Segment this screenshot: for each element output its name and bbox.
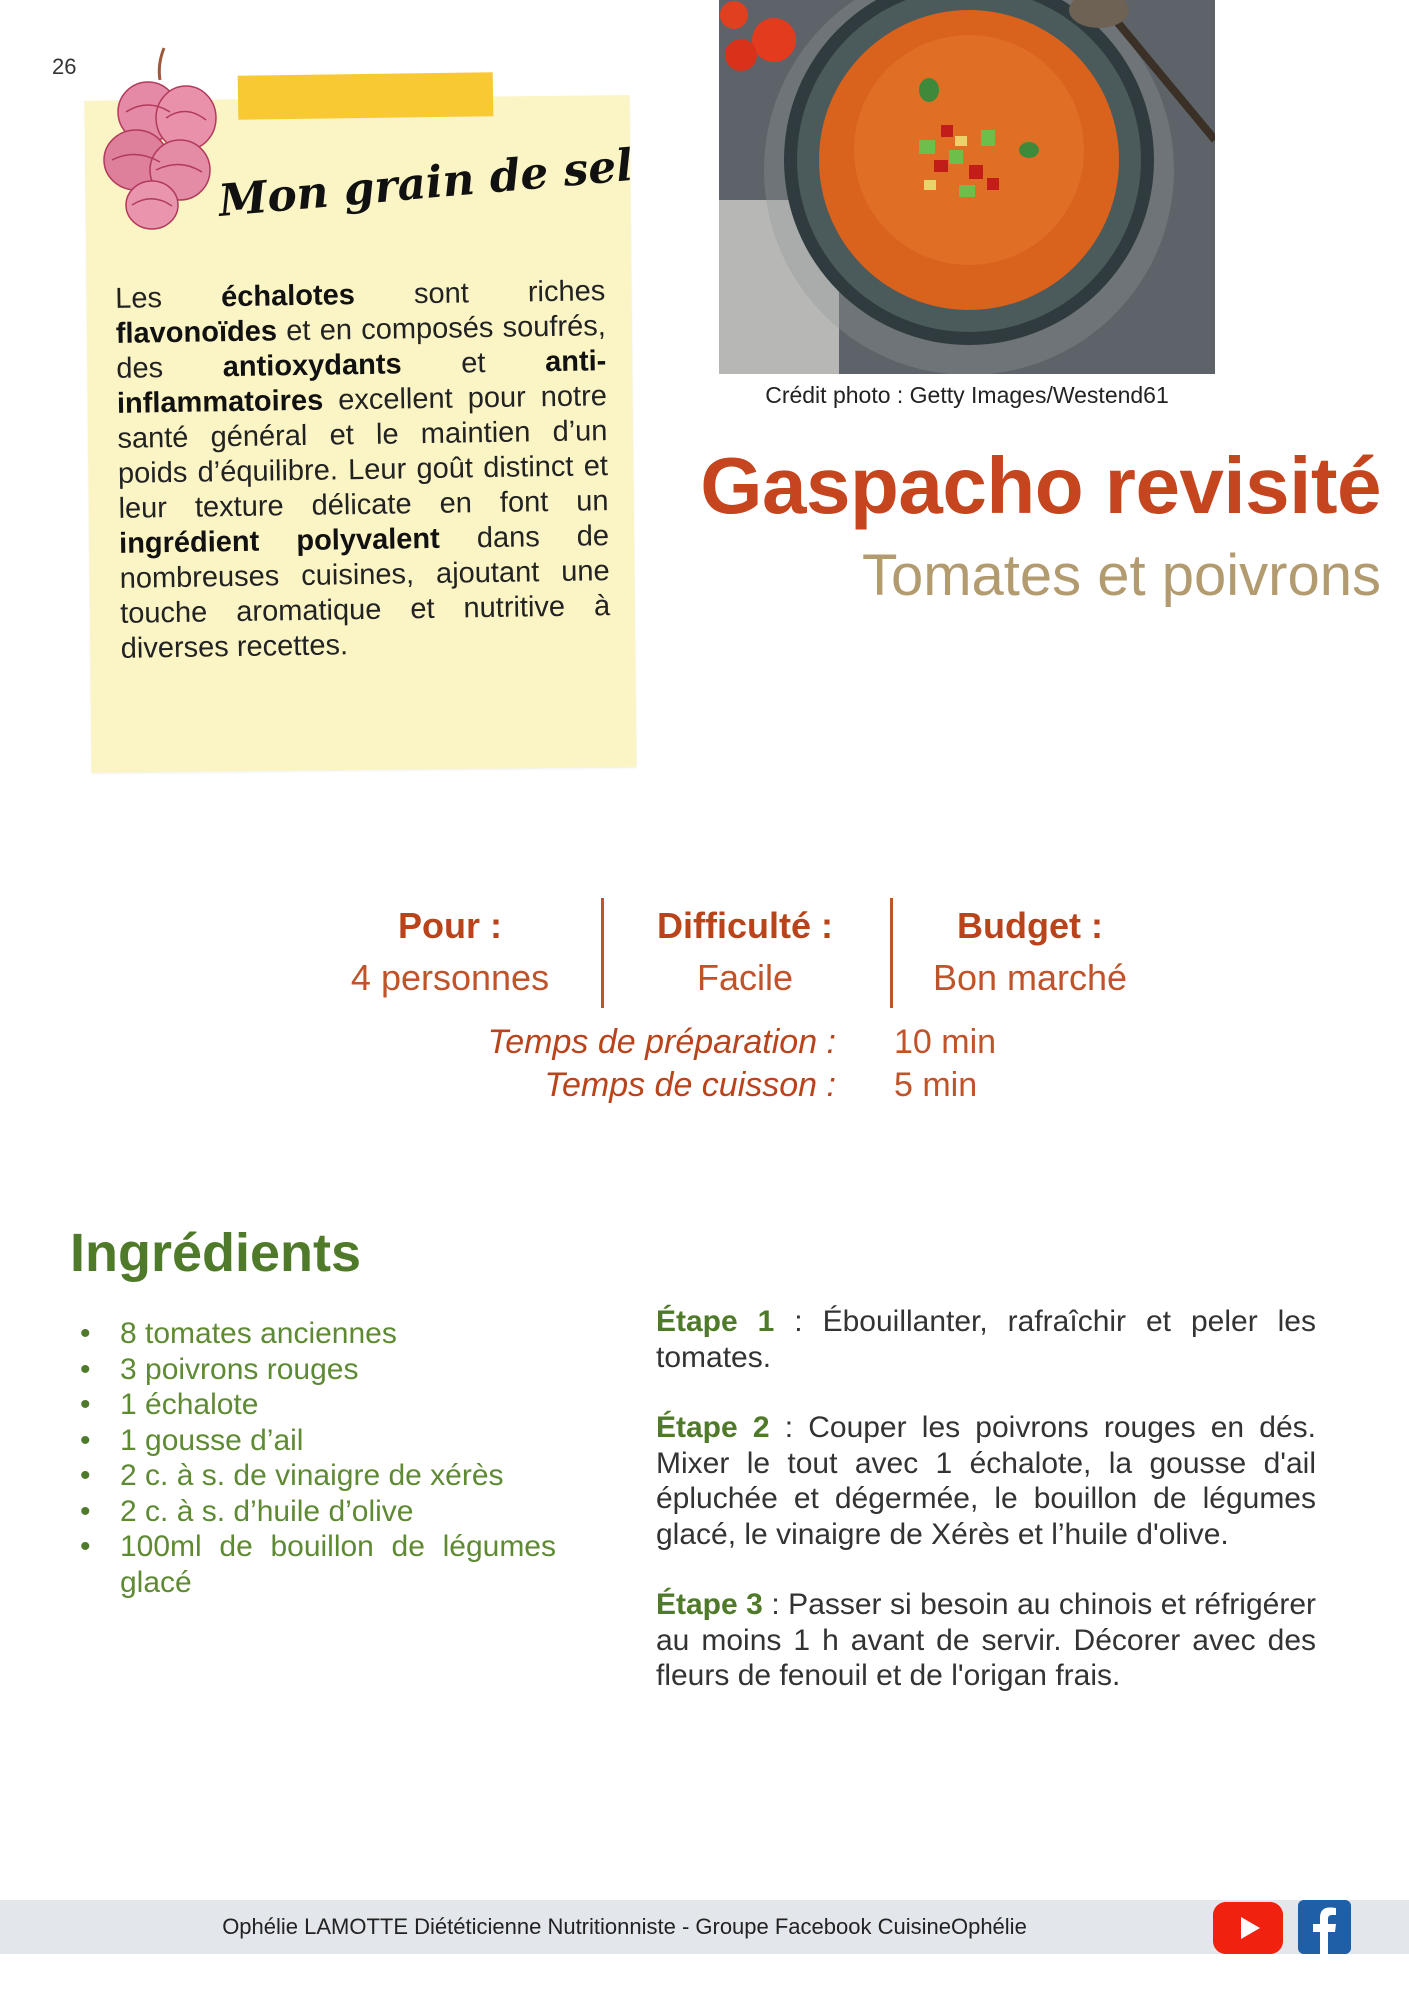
gazpacho-photo: [719, 0, 1215, 374]
step-text: : Ébouillanter, rafraîchir et peler les tomates.: [656, 1305, 1316, 1374]
page-number: 26: [52, 54, 77, 79]
ingredient-item: • 2 c. à s. d’huile d’olive: [80, 1494, 556, 1530]
cook-time-value: 5 min: [894, 1066, 978, 1104]
step-label: Étape 3: [656, 1588, 763, 1621]
ingredient-item: • 2 c. à s. de vinaigre de xérès: [80, 1458, 556, 1494]
steps-section: [656, 1304, 1316, 1729]
youtube-icon[interactable]: [1213, 1902, 1283, 1954]
difficulty-value: Facile: [696, 957, 794, 998]
note-title: Mon grain de sel: [216, 139, 635, 228]
budget-value: Bon marché: [932, 957, 1128, 998]
step-text: : Couper les poivrons rouges en dés. Mixer le tout avec 1 échalote, la gousse d'ail épluchée et dégermée, le bouillon de légumes glacé, le vinaigre de Xérès et l’huile d'olive.: [656, 1411, 1316, 1551]
step-text: : Passer si besoin au chinois et réfrigérer au moins 1 h avant de servir. Décorer avec des fleurs de fenouil et de l'origan frais.: [656, 1588, 1316, 1692]
ingredient-item: • 1 échalote: [80, 1387, 556, 1423]
footer-text: Ophélie LAMOTTE Diététicienne Nutritionniste - Groupe Facebook CuisineOphélie: [222, 1914, 1027, 1939]
servings-label: Pour :: [398, 905, 502, 946]
difficulty-block: [620, 905, 870, 999]
cook-time-label: Temps de cuisson :: [544, 1066, 836, 1104]
budget-label: Budget :: [957, 905, 1103, 946]
ingredient-item: • 8 tomates anciennes: [80, 1316, 556, 1352]
ingredient-item: • 1 gousse d’ail: [80, 1423, 556, 1459]
recipe-subtitle: Tomates et poivrons: [861, 543, 1381, 608]
ingredients-title: Ingrédients: [70, 1223, 362, 1283]
servings-block: [330, 905, 570, 999]
facebook-icon[interactable]: [1298, 1900, 1351, 1954]
ingredient-item: • 3 poivrons rouges: [80, 1352, 556, 1388]
photo-credit: Crédit photo : Getty Images/Westend61: [765, 382, 1169, 408]
recipe-title: Gaspacho revisité: [700, 441, 1381, 530]
difficulty-label: Difficulté :: [657, 905, 833, 946]
step-label: Étape 2: [656, 1411, 770, 1444]
ingredient-item: • 100ml de bouillon de légumes glacé: [80, 1529, 556, 1600]
divider: [601, 898, 604, 1008]
step-3: [656, 1587, 1316, 1694]
footer-bar: [0, 1900, 1409, 1954]
step-1: [656, 1304, 1316, 1375]
prep-time-value: 10 min: [894, 1023, 997, 1061]
prep-time-label: Temps de préparation :: [487, 1023, 836, 1061]
servings-value: 4 personnes: [350, 957, 550, 998]
note-text: Les échalotes sont riches flavonoïdes et en composés soufrés, des antioxydants et anti-inflammatoires excellent pour notre santé général et le maintien d’un poids d’équilibre. Leur goût distinct et leur texture délicate en font un ingrédient polyvalent dans de nombreuses cuisines, ajoutant une touche aromatique et nutritive à diverses recettes.: [115, 275, 611, 665]
divider: [890, 898, 893, 1008]
shallot-illustration-icon: [96, 40, 226, 240]
tape-strip: [238, 72, 494, 120]
step-2: [656, 1410, 1316, 1552]
budget-block: [905, 905, 1155, 999]
ingredients-list: [80, 1316, 556, 1600]
step-label: Étape 1: [656, 1305, 775, 1338]
